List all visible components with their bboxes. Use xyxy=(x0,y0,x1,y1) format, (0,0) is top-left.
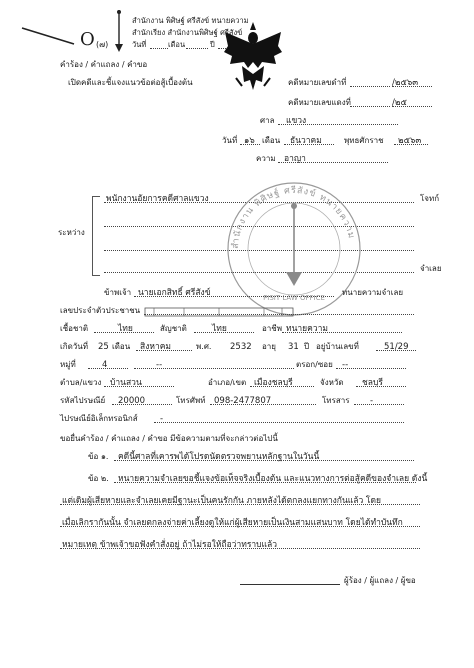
postal-value: 20000 xyxy=(118,396,146,406)
birth-year-label: พ.ศ. xyxy=(196,342,212,351)
phone-value: 098-2477807 xyxy=(214,396,272,406)
applicant-prefix: ข้าพเจ้า xyxy=(104,288,132,297)
occupation-value: ทนายความ xyxy=(286,324,329,334)
stamp-ring-text: สำนักงาน พิศิษฐ์ ศรีสังข์ ทนายความ xyxy=(230,185,357,250)
nationality-label: เชื้อชาติ xyxy=(60,324,89,333)
item2-number: ข้อ ๒. xyxy=(88,474,109,483)
applicant-role: ทนายความจำเลย xyxy=(342,288,404,297)
court-value: แขวง xyxy=(286,116,307,126)
header-date-month-label: เดือน xyxy=(168,40,186,49)
nationality-value: ไทย xyxy=(118,324,133,334)
header-date-day-label: วันที่ xyxy=(132,40,147,49)
red-case-value: /๒๕ xyxy=(392,98,407,108)
garuda-emblem-icon xyxy=(222,18,284,94)
signature-line xyxy=(240,584,340,585)
age-label: อายุ xyxy=(262,342,276,351)
occupation-label: อาชีพ xyxy=(262,324,282,333)
citizenship-value: ไทย xyxy=(212,324,227,334)
applicant-name: นายเอกสิทธิ์ ศรีสังข์ xyxy=(138,288,211,298)
black-case-value: /๒๕๖๓ xyxy=(392,78,419,88)
request-intro: ขอยื่นคำร้อง / คำแถลง / คำขอ มีข้อความตามที่จะกล่าวต่อไปนี้ xyxy=(60,434,278,443)
office-line-1: สำนักงาน พิศิษฐ์ ศรีสังข์ ทนายความ xyxy=(132,16,249,25)
moo-value: 4 xyxy=(102,360,108,370)
birth-day: 25 xyxy=(98,342,109,352)
matter-label: ความ xyxy=(256,154,276,163)
age-unit: ปี xyxy=(304,342,310,351)
date-month-label: เดือน xyxy=(262,136,281,145)
item2-line-2: แต่เดิมผู้เสียหายและจำเลยเคยมีฐานะเป็นคนรักกัน ภายหลังได้ตกลงแยกทางกันแล้ว โดย xyxy=(62,496,381,506)
birth-label: เกิดวันที่ xyxy=(60,342,89,351)
item2-line-1: หนายความจำเลยขอชี้แจงข้อเท็จจริงเบื้องต้น และแนวทางการต่อสู้คดีของจำเลย ดังนี้ xyxy=(118,474,428,484)
id-label: เลขประจำตัวประชาชน xyxy=(60,306,141,315)
email-label: ไปรษณีย์อิเล็กทรอนิกส์ xyxy=(60,414,138,423)
matter-value: อาญา xyxy=(284,154,306,164)
between-label: ระหว่าง xyxy=(58,228,85,237)
item1-number: ข้อ ๑. xyxy=(88,452,109,461)
district-value: เมืองชลบุรี xyxy=(254,378,293,388)
road-value: -- xyxy=(156,360,163,370)
email-value: - xyxy=(160,414,164,424)
postal-label: รหัสไปรษณีย์ xyxy=(60,396,106,405)
soi-value: -- xyxy=(342,360,349,370)
pen-stroke-mark xyxy=(20,10,80,50)
fax-label: โทรสาร xyxy=(322,396,350,405)
signature-role: ผู้ร้อง / ผู้แถลง / ผู้ขอ xyxy=(344,576,416,585)
house-value: 51/29 xyxy=(384,342,409,352)
form-number: O xyxy=(80,29,95,50)
subdistrict-value: บ้านสวน xyxy=(110,378,142,388)
date-year-label: พุทธศักราช xyxy=(344,136,384,145)
court-label: ศาล xyxy=(260,116,275,125)
header-date-year-label: ปี xyxy=(210,40,215,49)
citizenship-label: สัญชาติ xyxy=(160,324,187,333)
plaintiff-label: โจทก์ xyxy=(420,194,440,203)
lamp-icon xyxy=(112,8,126,54)
fax-value: - xyxy=(370,396,374,406)
date-month-value: ธันวาคม xyxy=(290,136,322,146)
province-value: ชลบุรี xyxy=(362,378,383,388)
item2-line-4: หมายเหตุ ข้าพเจ้าขอฟังคำสั่งอยู่ ถ้าไม่รอให้ถือว่าทราบแล้ว xyxy=(62,540,278,550)
date-day-value: ๑๖ xyxy=(244,136,255,146)
district-label: อำเภอ/เขต xyxy=(208,378,247,387)
red-case-label: คดีหมายเลขแดงที่ xyxy=(288,98,351,107)
item2-line-3: เมื่อเลิกรากันนั้น จำเลยตกลงจ่ายค่าเลี้ยงดูให้แก่ผู้เสียหายเป็นเงินสามแสนบาท โดยได้ทำบันทึก xyxy=(62,518,403,528)
doc-type-label: คำร้อง / คำแถลง / คำขอ xyxy=(60,60,148,69)
birth-month: สิงหาคม xyxy=(140,342,172,352)
subdistrict-label: ตำบล/แขวง xyxy=(60,378,102,387)
age-value: 31 xyxy=(288,342,299,352)
moo-label: หมู่ที่ xyxy=(60,360,76,369)
defendant-label: จำเลย xyxy=(420,264,442,273)
black-case-label: คดีหมายเลขดำที่ xyxy=(288,78,347,87)
item1-text: คดีนี้ศาลที่เคารพได้โปรดนัดตรวจพยานหลักฐานในวันนี้ xyxy=(118,452,320,462)
phone-label: โทรศัพท์ xyxy=(176,396,206,405)
office-line-2: สำนักเรียง สำนักงานพิศิษฐ์ ศรีสังข์ xyxy=(132,28,243,37)
id-number-boxes xyxy=(144,306,294,318)
birth-month-label: เดือน xyxy=(112,342,131,351)
doc-subject: เปิดคดีและชี้แจงแนวข้อต่อสู้เบื้องต้น xyxy=(68,78,193,87)
date-year-value: ๒๕๖๓ xyxy=(398,136,422,146)
date-day-label: วันที่ xyxy=(222,136,238,145)
soi-label: ตรอก/ซอย xyxy=(296,360,333,369)
house-label: อยู่บ้านเลขที่ xyxy=(316,342,359,351)
stamp-ring-text-en: PISIT LAW OFFICE xyxy=(263,294,325,302)
form-code: (๗) xyxy=(96,40,109,49)
plaintiff-value: พนักงานอัยการคดีศาลแขวง xyxy=(106,194,209,204)
birth-year: 2532 xyxy=(230,342,252,352)
province-label: จังหวัด xyxy=(320,378,344,387)
